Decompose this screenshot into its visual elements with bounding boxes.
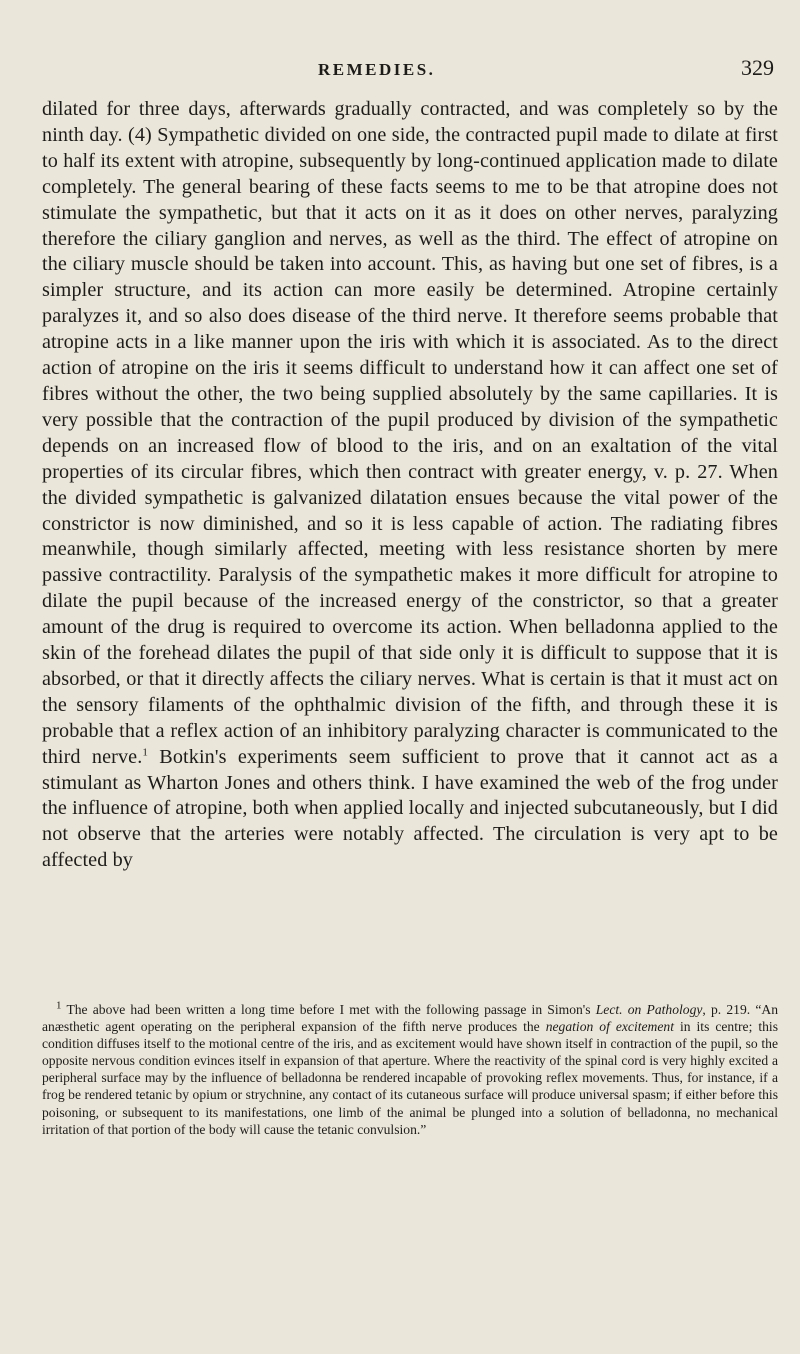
running-head: REMEDIES.: [318, 60, 436, 79]
footnote-text-a: The above had been written a long time before I met with the following passage in Simon's: [61, 1002, 596, 1017]
footnote-text-c: in its centre; this condition diffuses itself to the motional centre of the iris, and as excitement would have shown itself in contraction of the pupil, so the opposite nervous condition evinces itself in expansion of that aperture. Where the reactivity of the spinal cord is very highly excited a peripheral surface may by the influence of belladonna be rendered incapable of provoking reflex movements. Thus, for instance, if a frog be rendered tetanic by opium or strychnine, any contact of its cutaneous surface will produce universal spasm; if either before this poisoning, or subsequent to its manifestations, one limb of the animal be plunged into a solution of belladonna, no mechanical irritation of that portion of the body will cause the tetanic convulsion.”: [42, 1019, 778, 1137]
footnote-marker: 1: [56, 999, 62, 1012]
footnote-book-title: Lect. on Pathology: [595, 1002, 703, 1017]
paragraph-text-part1: dilated for three days, afterwards gradually contracted, and was completely so by the ninth day. (4) Sympathetic divided on one side, the contracted pupil made to dilate at first to half its extent with atropine, subsequently by long-continued application made to dilate completely. The general bearing of these facts seems to me to be that atropine does not stimulate the sympathetic, but that it acts on it as it does on other nerves, paralyzing therefore the ciliary ganglion and nerves, as well as the third. The effect of atropine on the ciliary muscle should be taken into account. This, as having but one set of fibres, is a simpler structure, and its action can more easily be determined. Atropine certainly paralyzes it, and so also does disease of the third nerve. It therefore seems probable that atropine acts in a like manner upon the iris with which it is associated. As to the direct action of atropine on the iris it seems difficult to understand how it can affect one set of fibres without the other, the two being supplied absolutely by the same capillaries. It is very possible that the contraction of the pupil produced by division of the sympathetic depends on an increased flow of blood to the iris, and on an exaltation of the vital properties of its circular fibres, which then contract with greater energy, v. p. 27. When the divided sympathetic is galvanized dilatation ensues because the vital power of the constrictor is now diminished, and so it is less capable of action. The radiating fibres meanwhile, though similarly affected, meeting with less resistance shorten by mere passive contractility. Paralysis of the sympathetic makes it more difficult for atropine to dilate the pupil because of the increased energy of the constrictor, so that a greater amount of the drug is required to overcome its action. When belladonna applied to the skin of the forehead dilates the pupil of that side only it is difficult to suppose that it is absorbed, or that it directly affects the ciliary nerves. What is certain is that it must act on the sensory filaments of the ophthalmic division of the fifth, and through these it is probable that a reflex action of an inhibitory paralyzing character is communicated to the third nerve.: [42, 98, 778, 768]
footnote: [42, 1001, 778, 1138]
page-number: 329: [741, 55, 774, 80]
footnote-text-b: , p. 219. “An anæsthetic agent operating on the peripheral expansion of the fifth nerve produces the: [42, 1002, 779, 1035]
footnote-emphasis: negation of excitement: [545, 1019, 674, 1035]
paragraph-text-part2: Botkin's experiments seem sufficient to prove that it cannot act as a stimulant as Wharton Jones and others think. I have examined the web of the frog under the influence of atropine, both when applied locally and injected subcutaneously, but I did not observe that the arteries were notably affected. The circulation is very apt to be affected by: [42, 745, 779, 872]
footnote-reference[interactable]: 1: [142, 745, 149, 758]
main-paragraph: [42, 97, 778, 874]
